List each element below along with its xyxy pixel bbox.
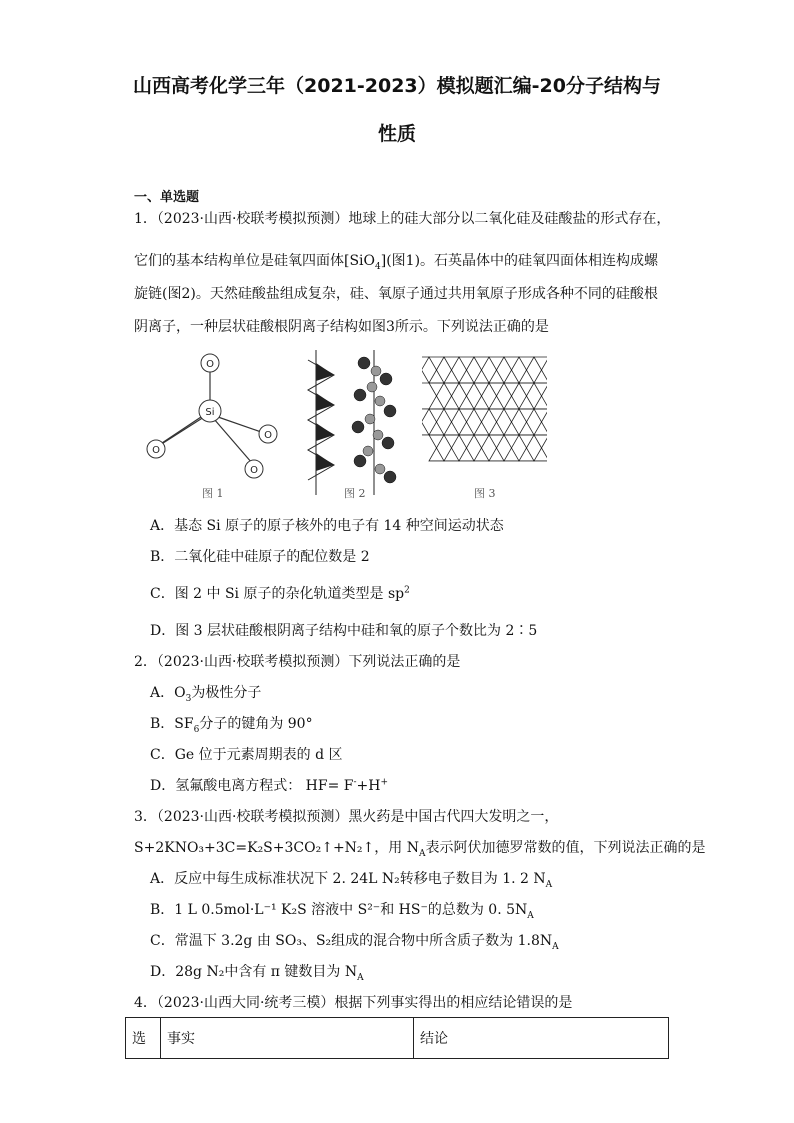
q3-option-c: C．常温下 3.2g 由 SO₃、S₂组成的混合物中所含质子数为 $1.8N_A$ xyxy=(150,933,559,952)
atom-o-label: O xyxy=(264,430,272,441)
q1-line-3: 旋链(图2)。天然硅酸盐组成复杂，硅、氧原子通过共用氧原子形成各种不同的硅酸根 xyxy=(134,286,658,302)
figure-1-caption: 图 1 xyxy=(202,487,224,500)
q3-option-b: B．1 L 0.5mol·L⁻¹ K₂S 溶液中 S²⁻和 HS⁻的总数为 0. $5N_A$ xyxy=(150,902,534,921)
section-heading: 一、单选题 xyxy=(134,190,200,205)
q3-option-d: D．28g N₂中含有 π 键数目为 $N_A$ xyxy=(150,964,364,983)
lattice-triangle xyxy=(459,435,489,461)
lattice-triangle xyxy=(429,383,459,409)
lattice-triangle xyxy=(474,357,504,383)
q2-option-c: C．Ge 位于元素周期表的 d 区 xyxy=(150,747,343,763)
figure-1-sio4 xyxy=(134,345,284,485)
lattice-triangle xyxy=(444,357,474,383)
q2-option-a: A．$O_3$为极性分子 xyxy=(150,685,262,704)
lattice-triangle xyxy=(474,409,504,435)
lattice-triangle xyxy=(422,409,444,435)
lattice-triangle xyxy=(422,357,444,383)
lattice-triangle xyxy=(429,435,459,461)
lattice-triangle xyxy=(422,357,444,383)
q1-line-2: 它们的基本结构单位是硅氧四面体[SiO$_4$](图1)。石英晶体中的硅氧四面体相连构成螺 xyxy=(134,253,659,272)
page-title: 山西高考化学三年（2021-2023）模拟题汇编-20分子结构与 性质 xyxy=(133,75,661,145)
table-header-cell: 结论 xyxy=(414,1018,669,1059)
lattice-triangle xyxy=(504,357,534,383)
lattice-triangle xyxy=(429,383,459,409)
lattice-triangle xyxy=(444,409,474,435)
lattice-triangle xyxy=(489,435,519,461)
q2-option-d: D．氢氟酸电离方程式： HF= F-+H+ xyxy=(150,777,389,794)
q2-option-b: B．$SF_6$分子的键角为 90° xyxy=(150,716,313,735)
figure-3-caption: 图 3 xyxy=(474,487,496,500)
lattice-triangle xyxy=(519,435,547,461)
lattice-triangle xyxy=(459,383,489,409)
lattice-triangle xyxy=(504,357,534,383)
table-header-cell: 事实 xyxy=(161,1018,414,1059)
lattice-triangle xyxy=(459,383,489,409)
lattice-triangle xyxy=(519,383,547,409)
lattice-triangle xyxy=(474,357,504,383)
q4-table xyxy=(125,1017,669,1059)
lattice-triangle xyxy=(459,435,489,461)
q1-option-a: A．基态 Si 原子的原子核外的电子有 14 种空间运动状态 xyxy=(150,518,504,534)
lattice-triangle xyxy=(474,409,504,435)
lattice-triangle xyxy=(489,383,519,409)
lattice-triangle xyxy=(504,409,534,435)
q1-line-1: 1．（2023·山西·校联考模拟预测）地球上的硅大部分以二氧化硅及硅酸盐的形式存在， xyxy=(134,211,671,227)
q1-figures xyxy=(134,345,554,505)
lattice-triangle xyxy=(422,409,444,435)
lattice-triangle xyxy=(444,409,474,435)
q1-option-c: C．图 2 中 Si 原子的杂化轨道类型是 $sp^2$ xyxy=(150,585,410,602)
figure-2-helix xyxy=(294,345,409,495)
table-header-row xyxy=(126,1018,669,1059)
q1-line-4: 阴离子，一种层状硅酸根阴离子结构如图3所示。下列说法正确的是 xyxy=(134,319,549,335)
q3-stem: 3．（2023·山西·校联考模拟预测）黑火药是中国古代四大发明之一， xyxy=(134,809,559,825)
lattice-triangle xyxy=(504,409,534,435)
q3-equation: S+2KNO₃+3C=K₂S+3CO₂↑+N₂↑，用 $N_A$表示阿伏加德罗常数的值，下列说法正确的是 xyxy=(134,840,706,859)
lattice-triangle xyxy=(489,383,519,409)
q2-stem: 2．（2023·山西·校联考模拟预测）下列说法正确的是 xyxy=(134,654,461,670)
atom-o-label: O xyxy=(152,445,160,456)
table-header-cell: 选 xyxy=(126,1018,161,1059)
lattice-triangle xyxy=(429,435,459,461)
lattice-triangle xyxy=(519,383,547,409)
figure-2-caption: 图 2 xyxy=(344,487,366,500)
q3-option-a: A．反应中每生成标准状况下 2. 24L N₂转移电子数目为 1. 2 $N_A$ xyxy=(150,871,553,890)
q1-option-d: D．图 3 层状硅酸根阴离子结构中硅和氧的原子个数比为 2∶5 xyxy=(150,623,538,639)
atom-o-label: O xyxy=(250,465,258,476)
lattice-triangle xyxy=(489,435,519,461)
q1-option-b: B．二氧化硅中硅原子的配位数是 2 xyxy=(150,549,370,565)
figure-3-layer xyxy=(422,353,547,478)
lattice-triangle xyxy=(519,435,547,461)
q4-stem: 4．（2023·山西大同·统考三模）根据下列事实得出的相应结论错误的是 xyxy=(134,995,573,1011)
lattice-triangle xyxy=(444,357,474,383)
atom-o-label: O xyxy=(206,359,214,370)
atom-si-label: Si xyxy=(205,407,215,418)
